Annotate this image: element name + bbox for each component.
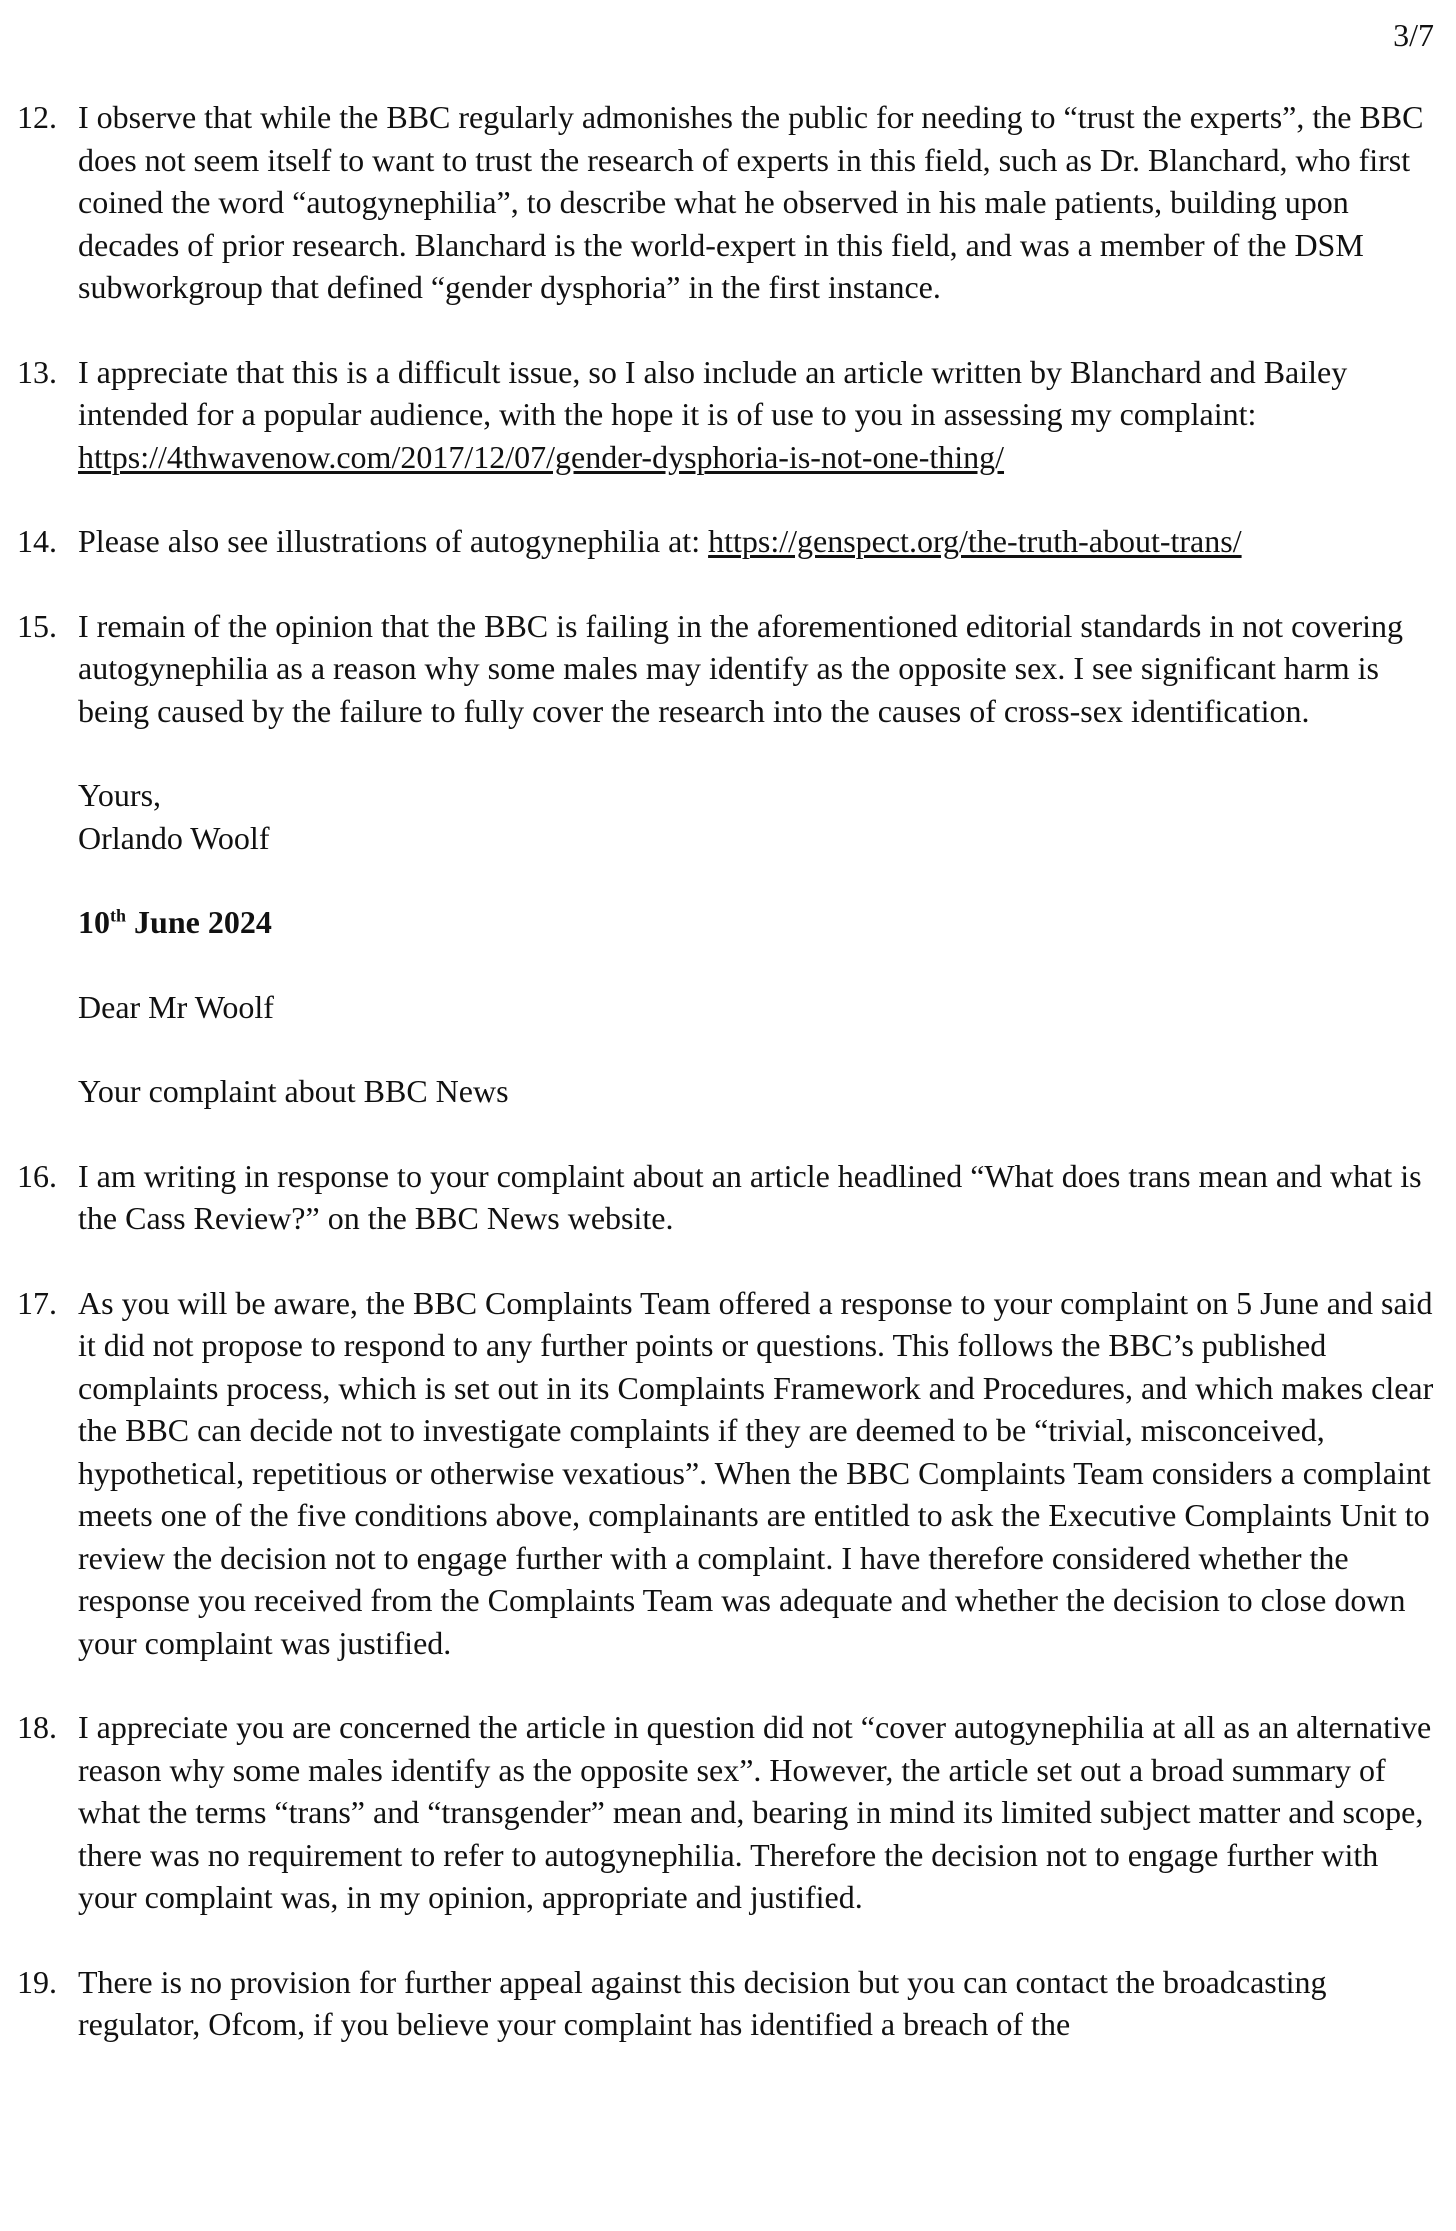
paragraph-number: 12. xyxy=(17,99,57,135)
paragraph-text: I observe that while the BBC regularly admonishes the public for needing to “trust the experts”, the BBC does not seem itself to want to trust the research of experts in this field, such as Dr. Blanchard, who first coined the word “autogynephilia”, to describe what he observed in his male patients, building upon decades of prior research. Blanchard is the world-expert in this field, and was a member of the DSM subworkgroup that defined “gender dysphoria” in the first instance. xyxy=(78,99,1424,305)
paragraph-number: 16. xyxy=(17,1157,57,1194)
paragraph-18 xyxy=(17,1706,1437,1919)
illustrations-link[interactable]: https://genspect.org/the-truth-about-trans/ xyxy=(708,523,1242,559)
date-day: 10 xyxy=(78,904,110,940)
greeting: Dear Mr Woolf xyxy=(78,988,274,1025)
paragraph-19 xyxy=(17,1961,1437,2046)
paragraph-text: I am writing in response to your complaint about an article headlined “What does trans mean and what is the Cass Review?” on the BBC News website. xyxy=(78,1157,1422,1236)
paragraph-text: There is no provision for further appeal against this decision but you can contact the broadcasting regulator, Ofcom, if you believe your complaint has identified a breach of the xyxy=(78,1963,1327,2042)
subject-line: Your complaint about BBC News xyxy=(78,1073,509,1109)
paragraph-number: 18. xyxy=(17,1709,57,1745)
paragraph-number: 14. xyxy=(17,523,57,559)
letter-date xyxy=(78,901,1437,944)
paragraph-text-body: Please also see illustrations of autogynephilia at: xyxy=(78,523,709,559)
paragraph-number: 13. xyxy=(17,353,57,390)
paragraph-number: 19. xyxy=(17,1963,57,2000)
date-suffix: th xyxy=(110,905,127,926)
paragraph-16 xyxy=(17,1155,1437,1240)
paragraph-text: I appreciate you are concerned the article in question did not “cover autogynephilia at all as an alternative reason why some males identify as the opposite sex”. However, the article set out a broad summary of what the terms “trans” and “transgender” mean and, bearing in mind its limited subject matter and scope, there was no requirement to refer to autogynephilia. Therefore the decision not to engage further with your complaint was, in my opinion, appropriate and justified. xyxy=(78,1709,1432,1915)
closing-salutation: Yours, xyxy=(78,777,162,813)
paragraph-17 xyxy=(17,1282,1437,1665)
letter-closing xyxy=(78,774,1437,859)
paragraph-number: 15. xyxy=(17,607,57,644)
paragraph-15 xyxy=(17,605,1437,733)
paragraph-number: 17. xyxy=(17,1284,57,1321)
paragraph-text: I remain of the opinion that the BBC is failing in the aforementioned editorial standards in not covering autogynephilia as a reason why some males may identify as the opposite sex. I see significant harm is being caused by the failure to fully cover the research into the causes of cross-sex identification. xyxy=(78,607,1404,729)
paragraph-13 xyxy=(17,351,1437,479)
letter-body xyxy=(17,96,1437,2088)
paragraph-12 xyxy=(17,96,1437,309)
paragraph-14 xyxy=(17,520,1437,563)
paragraph-text xyxy=(78,520,1437,563)
date-rest: June 2024 xyxy=(126,904,272,940)
article-link[interactable]: https://4thwavenow.com/2017/12/07/gender-dysphoria-is-not-one-thing/ xyxy=(78,438,1005,475)
paragraph-text xyxy=(78,351,1437,479)
page-number: 3/7 xyxy=(1393,17,1434,53)
paragraph-text: As you will be aware, the BBC Complaints Team offered a response to your complaint on 5 June and said it did not propose to respond to any further points or questions. This follows the BBC’s published complaints process, which is set out in its Complaints Framework and Procedures, and which makes clear the BBC can decide not to investigate complaints if they are deemed to be “trivial, misconceived, hypothetical, repetitious or otherwise vexatious”. When the BBC Complaints Team considers a complaint meets one of the five conditions above, complainants are entitled to ask the Executive Complaints Unit to review the decision not to engage further with a complaint. I have therefore considered whether the response you received from the Complaints Team was adequate and whether the decision to close down your complaint was justified. xyxy=(78,1284,1434,1661)
paragraph-text-body: I appreciate that this is a difficult issue, so I also include an article written by Blanchard and Bailey intended for a popular audience, with the hope it is of use to you in assessing my complaint: xyxy=(78,353,1348,432)
closing-name: Orlando Woolf xyxy=(78,819,270,856)
